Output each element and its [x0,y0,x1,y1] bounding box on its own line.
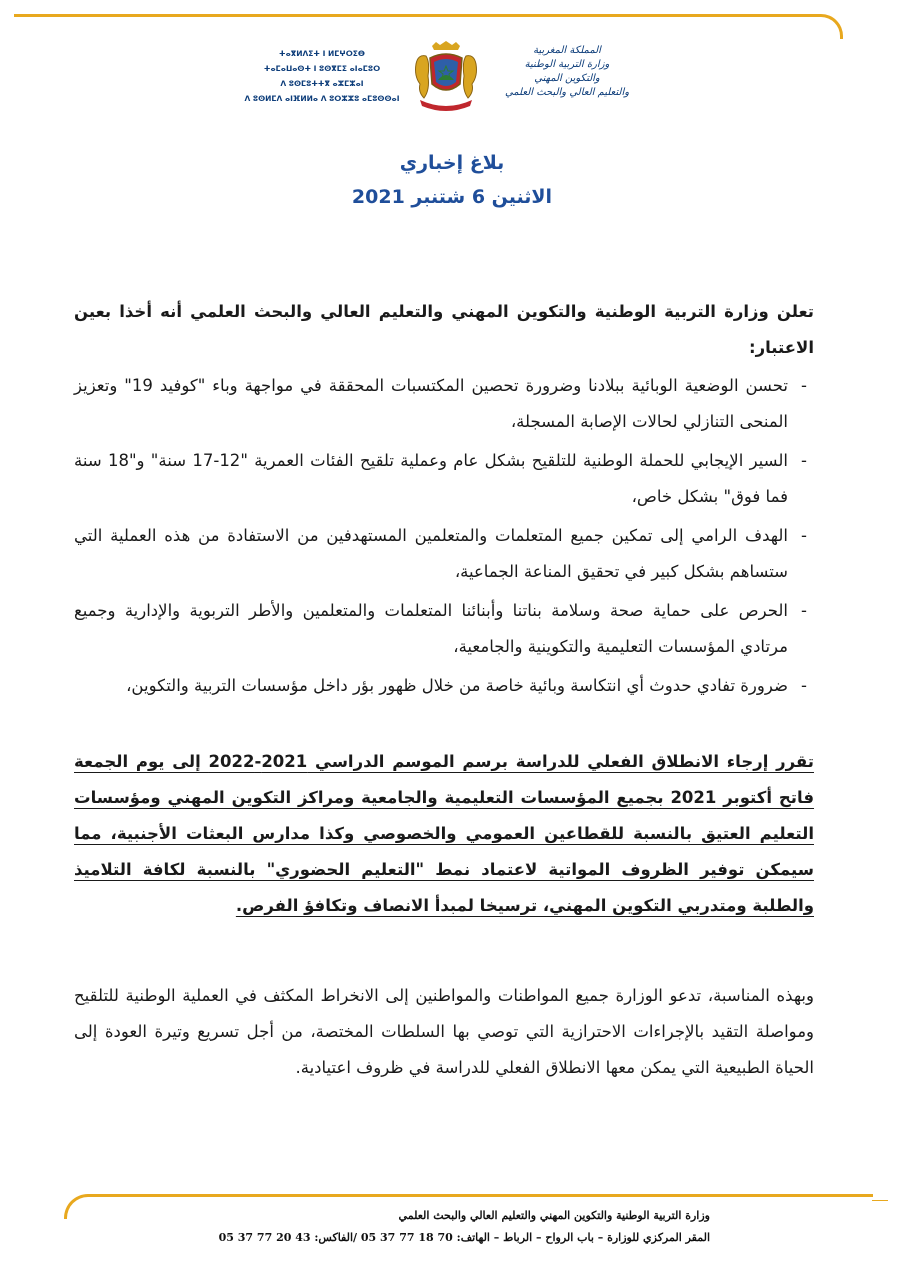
title-block [0,146,904,214]
arabic-ministry-name [482,44,652,100]
body-content [74,294,814,1103]
footer-contact-line: المقر المركزي للوزارة – باب الرواح – الرباط – الهاتف: 70 18 77 37 05 /الفاكس: 43 20 77 37 05 [218,1231,710,1244]
bullet-dash: - [801,451,807,470]
footer-address [190,1205,710,1249]
bullet-text: ضرورة تفادي حدوث أي انتكاسة وبائية خاصة من خلال ظهور بؤر داخل مؤسسات التربية والتكوين، [126,676,788,695]
moroccan-coat-of-arms-icon [410,40,482,114]
bullet-dash: - [801,376,807,395]
bullet-text: تحسن الوضعية الوبائية ببلادنا وضرورة تحصين المكتسبات المحققة في مواجهة وباء "كوفيد 19" وتعزيز المنحى التنازلي لحالات الإصابة المسجلة، [74,376,789,431]
bullet-dash: - [801,526,807,545]
arabic-header-line: والتعليم العالي والبحث العلمي [504,87,630,98]
top-gold-frame [14,14,843,39]
bullet-dash: - [801,676,807,695]
closing-paragraph: وبهذه المناسبة، تدعو الوزارة جميع المواطنات والمواطنين إلى الانخراط المكثف في العملية الوطنية للتلقيح ومواصلة التقيد بالإجراءات الاحترازية التي توصي بها السلطات المختصة، من أجل تسريع وتيرة العودة إلى الحياة الطبيعية التي يمكن معها الانطلاق الفعلي للدراسة في ظروف اعتيادية. [74,986,814,1077]
document-date: الاثنين 6 شتنبر 2021 [351,186,553,208]
arabic-header-line: المملكة المغربية [533,45,601,56]
document-title: بلاغ إخباري [399,152,505,174]
intro-paragraph: تعلن وزارة التربية الوطنية والتكوين المهني والتعليم العالي والبحث العلمي أنه أخذا بعين الاعتبار: [74,302,814,357]
list-item [74,668,814,704]
tifinagh-line: ⵜⴰⵎⴰⵡⴰⵙⵜ ⵏ ⵓⵙⴳⵎⵉ ⴰⵏⴰⵎⵓⵔ [263,64,381,73]
tifinagh-ministry-name [232,46,412,106]
bullet-text: السير الإيجابي للحملة الوطنية للتلقيح بشكل عام وعملية تلقيح الفئات العمرية "12-17 سنة" و"18 سنة فما فوق" بشكل خاص، [74,451,788,506]
tifinagh-line: ⴷ ⵓⵙⵎⵓⵜⵜⴳ ⴰⵣⵎⵣⴰⵏ [280,79,364,88]
list-item [74,518,814,590]
list-item [74,443,814,515]
footer-gold-rule [872,1200,888,1201]
list-item [74,593,814,665]
list-item [74,368,814,440]
bullet-dash: - [801,601,807,620]
bullet-text: الحرص على حماية صحة وسلامة بناتنا وأبنائنا المتعلمات والمتعلمين والأطر التربوية والإدارية وجميع مرتادي المؤسسات التعليمية والتكوينية والجامعية، [74,601,788,656]
considerations-list [74,368,814,704]
tifinagh-line: ⴷ ⵓⵙⵍⵎⴷ ⴰⵏⴼⵍⵍⴰ ⴷ ⵓⵔⵣⵣⵓ ⴰⵎⵓⵙⵙⴰⵏ [244,94,400,103]
footer-ministry-name: وزارة التربية الوطنية والتكوين المهني والتعليم العالي والبحث العلمي [398,1209,710,1222]
decision-paragraph: تقرر إرجاء الانطلاق الفعلي للدراسة برسم الموسم الدراسي 2021-2022 إلى يوم الجمعة فاتح أكتوبر 2021 بجميع المؤسسات التعليمية والجامعية ومراكز التكوين المهني ومؤسسات التعليم العتيق بالنسبة للقطاعين العمومي والخصوصي وكذا مدارس البعثات الأجنبية، مما سيمكن توفير الظروف المواتية لاعتماد نمط "التعليم الحضوري" بالنسبة لكافة التلاميذ والطلبة ومتدربي التكوين المهني، ترسيخا لمبدأ الانصاف وتكافؤ الفرص. [74,752,815,915]
letterhead [0,40,904,120]
arabic-header-line: وزارة التربية الوطنية [524,59,610,70]
bullet-text: الهدف الرامي إلى تمكين جميع المتعلمات والمتعلمين المستهدفين من الاستفادة من هذه العملية التي ستساهم بشكل كبير في تحقيق المناعة الجماعية، [74,526,788,581]
arabic-header-line: والتكوين المهني [534,73,600,84]
tifinagh-line: ⵜⴰⴳⵍⴷⵉⵜ ⵏ ⵍⵎⵖⵔⵉⴱ [279,49,365,58]
